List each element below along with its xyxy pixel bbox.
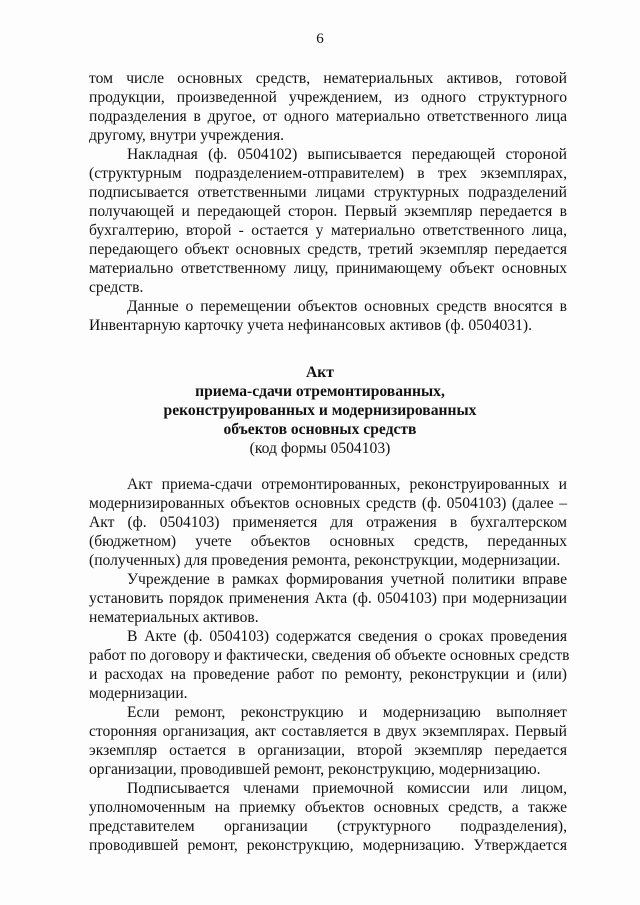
para2-line: (структурным подразделением-отправителем) в трех экземплярах, <box>89 165 567 182</box>
para2-line: подписывается ответственными лицами структурных подразделений <box>89 184 567 201</box>
page-number: 6 <box>316 31 324 47</box>
heading-title: Акт <box>306 364 334 381</box>
para3-line: Инвентарную карточку учета нефинансовых активов (ф. 0504031). <box>89 317 532 334</box>
form-code: (код формы 0504103) <box>249 440 391 457</box>
para6-line: работ по договору и фактически, сведения об объекте основных средств <box>89 647 570 664</box>
para8-line: проводившей ремонт, реконструкцию, модернизацию. Утверждается <box>89 837 567 854</box>
para1-line: том числе основных средств, нематериальных активов, готовой <box>89 70 567 87</box>
para4-line: модернизированных объектов основных средств (ф. 0504103) (далее – <box>89 495 567 512</box>
para8-line: уполномоченным на приемку объектов основных средств, а также <box>89 799 567 816</box>
para3-line: Данные о перемещении объектов основных средств вносятся в <box>127 298 567 315</box>
para7-line: сторонняя организация, акт составляется в двух экземплярах. Первый <box>89 723 567 740</box>
para2-line: передающего объект основных средств, третий экземпляр передается <box>89 241 567 258</box>
para7-line: Если ремонт, реконструкцию и модернизацию выполняет <box>127 704 567 721</box>
para1-line: другому, внутри учреждения. <box>89 127 285 144</box>
para2-line: получающей и передающей сторон. Первый экземпляр передается в <box>89 203 567 220</box>
para6-line: модернизации. <box>89 685 188 702</box>
para4-line: Акт приема-сдачи отремонтированных, реконструированных и <box>127 476 567 493</box>
para5-line: Учреждение в рамках формирования учетной политики вправе <box>127 571 567 588</box>
para2-line: Накладная (ф. 0504102) выписывается передающей стороной <box>127 146 567 163</box>
para5-line: установить порядок применения Акта (ф. 0504103) при модернизации <box>89 590 567 607</box>
para7-line: экземпляр остается в организации, второй экземпляр передается <box>89 742 567 759</box>
heading-line: объектов основных средств <box>223 421 417 438</box>
para2-line: средств. <box>89 279 144 296</box>
heading-line: приема-сдачи отремонтированных, <box>195 383 445 400</box>
heading-line: реконструированных и модернизированных <box>163 402 477 419</box>
para6-line: В Акте (ф. 0504103) содержатся сведения о сроках проведения <box>127 628 567 645</box>
para1-line: продукции, произведенной учреждением, из одного структурного <box>89 89 567 106</box>
para1-line: подразделения в другое, от одного материально ответственного лица <box>89 108 567 125</box>
para6-line: и расходах на проведение работ по ремонту, реконструкции и (или) <box>89 666 567 683</box>
para5-line: нематериальных активов. <box>89 609 259 626</box>
para8-line: Подписывается членами приемочной комиссии или лицом, <box>127 780 567 797</box>
para8-line: представителем организации (структурного подразделения), <box>89 818 567 835</box>
para2-line: бухгалтерию, второй - остается у материально ответственного лица, <box>89 222 567 239</box>
para2-line: материально ответственному лицу, принимающему объект основных <box>89 260 567 277</box>
para4-line: (полученных) для проведения ремонта, реконструкции, модернизации. <box>89 552 561 569</box>
para4-line: Акт (ф. 0504103) применяется для отражения в бухгалтерском <box>89 514 567 531</box>
para4-line: (бюджетном) учете объектов основных средств, переданных <box>89 533 567 550</box>
para7-line: организации, проводившей ремонт, реконструкцию, модернизацию. <box>89 761 541 778</box>
